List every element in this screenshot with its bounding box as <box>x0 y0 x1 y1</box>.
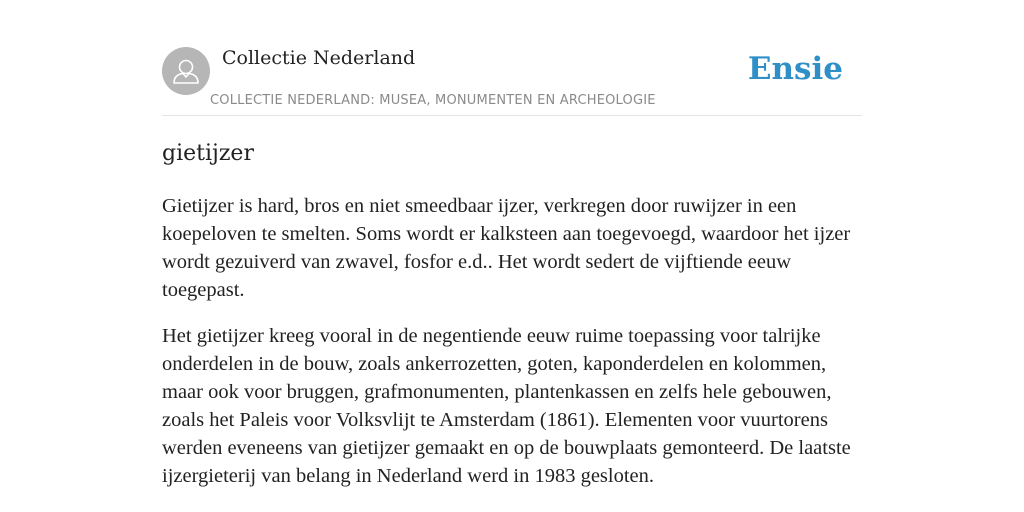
header-divider <box>162 115 862 116</box>
publisher-avatar[interactable] <box>162 47 210 95</box>
publisher-subtitle[interactable]: COLLECTIE NEDERLAND: MUSEA, MONUMENTEN EN ARCHEOLOGIE <box>210 93 656 108</box>
article-paragraph: Het gietijzer kreeg vooral in de negentiende eeuw ruime toepassing voor talrijke onderdelen in de bouw, zoals ankerrozetten, goten, kaponderdelen en kolommen, maar ook voor bruggen, grafmonumenten, plantenkassen en zelfs hele gebouwen, zoals het Paleis voor Volksvlijt te Amsterdam (1861). Elementen voor vuurtorens werden eveneens van gietijzer gemaakt en op de bouwplaats gemonteerd. De laatste ijzergieterij van belang in Nederland werd in 1983 gesloten. <box>162 325 851 487</box>
publisher-name[interactable]: Collectie Nederland <box>222 47 416 69</box>
article-paragraph: Gietijzer is hard, bros en niet smeedbaar ijzer, verkregen door ruwijzer in een koepeloven te smelten. Soms wordt er kalksteen aan toegevoegd, waardoor het ijzer wordt gezuiverd van zwavel, fosfor e.d.. Het wordt sedert de vijftiende eeuw toegepast. <box>162 195 851 301</box>
ensie-logo[interactable]: Ensie <box>747 51 843 87</box>
user-silhouette-icon <box>162 47 210 95</box>
article-body <box>162 192 862 508</box>
article-title: gietijzer <box>162 141 254 166</box>
